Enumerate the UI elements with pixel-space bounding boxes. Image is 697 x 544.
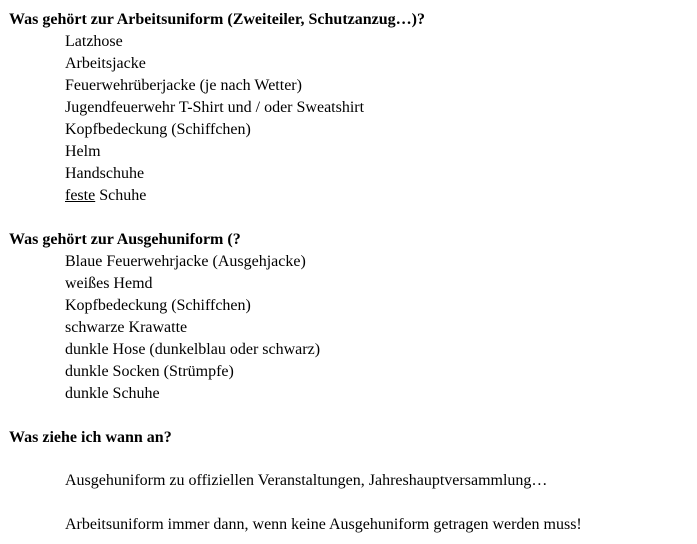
- paragraph-arbeitsuniform: Arbeitsuniform immer dann, wenn keine Ausgehuniform getragen werden muss!: [65, 516, 582, 533]
- list-item-rest: Schuhe: [95, 187, 147, 204]
- list-item-feste-schuhe: [65, 185, 146, 207]
- heading-ausgehuniform: Was gehört zur Ausgehuniform (?: [9, 231, 241, 248]
- list-item: Arbeitsjacke: [65, 55, 146, 72]
- list-item: Latzhose: [65, 33, 123, 50]
- list-item: dunkle Socken (Strümpfe): [65, 363, 234, 380]
- list-item: Kopfbedeckung (Schiffchen): [65, 297, 251, 314]
- list-item: Helm: [65, 143, 101, 160]
- list-item: dunkle Hose (dunkelblau oder schwarz): [65, 341, 321, 358]
- list-item: Jugendfeuerwehr T-Shirt und / oder Sweatshirt: [65, 99, 365, 116]
- list-item: Handschuhe: [65, 165, 145, 182]
- list-item: Kopfbedeckung (Schiffchen): [65, 121, 251, 138]
- list-item: schwarze Krawatte: [65, 319, 188, 336]
- list-item: Feuerwehrüberjacke (je nach Wetter): [65, 77, 302, 94]
- underlined-word: feste: [65, 187, 96, 204]
- list-item: dunkle Schuhe: [65, 385, 160, 402]
- list-item: weißes Hemd: [65, 275, 153, 292]
- heading-was-ziehe-ich-an: Was ziehe ich wann an?: [9, 429, 172, 446]
- list-item: Blaue Feuerwehrjacke (Ausgehjacke): [65, 253, 306, 270]
- heading-arbeitsuniform: Was gehört zur Arbeitsuniform (Zweiteiler, Schutzanzug…)?: [9, 11, 425, 28]
- paragraph-ausgehuniform: Ausgehuniform zu offiziellen Veranstaltungen, Jahreshauptversammlung…: [65, 472, 548, 489]
